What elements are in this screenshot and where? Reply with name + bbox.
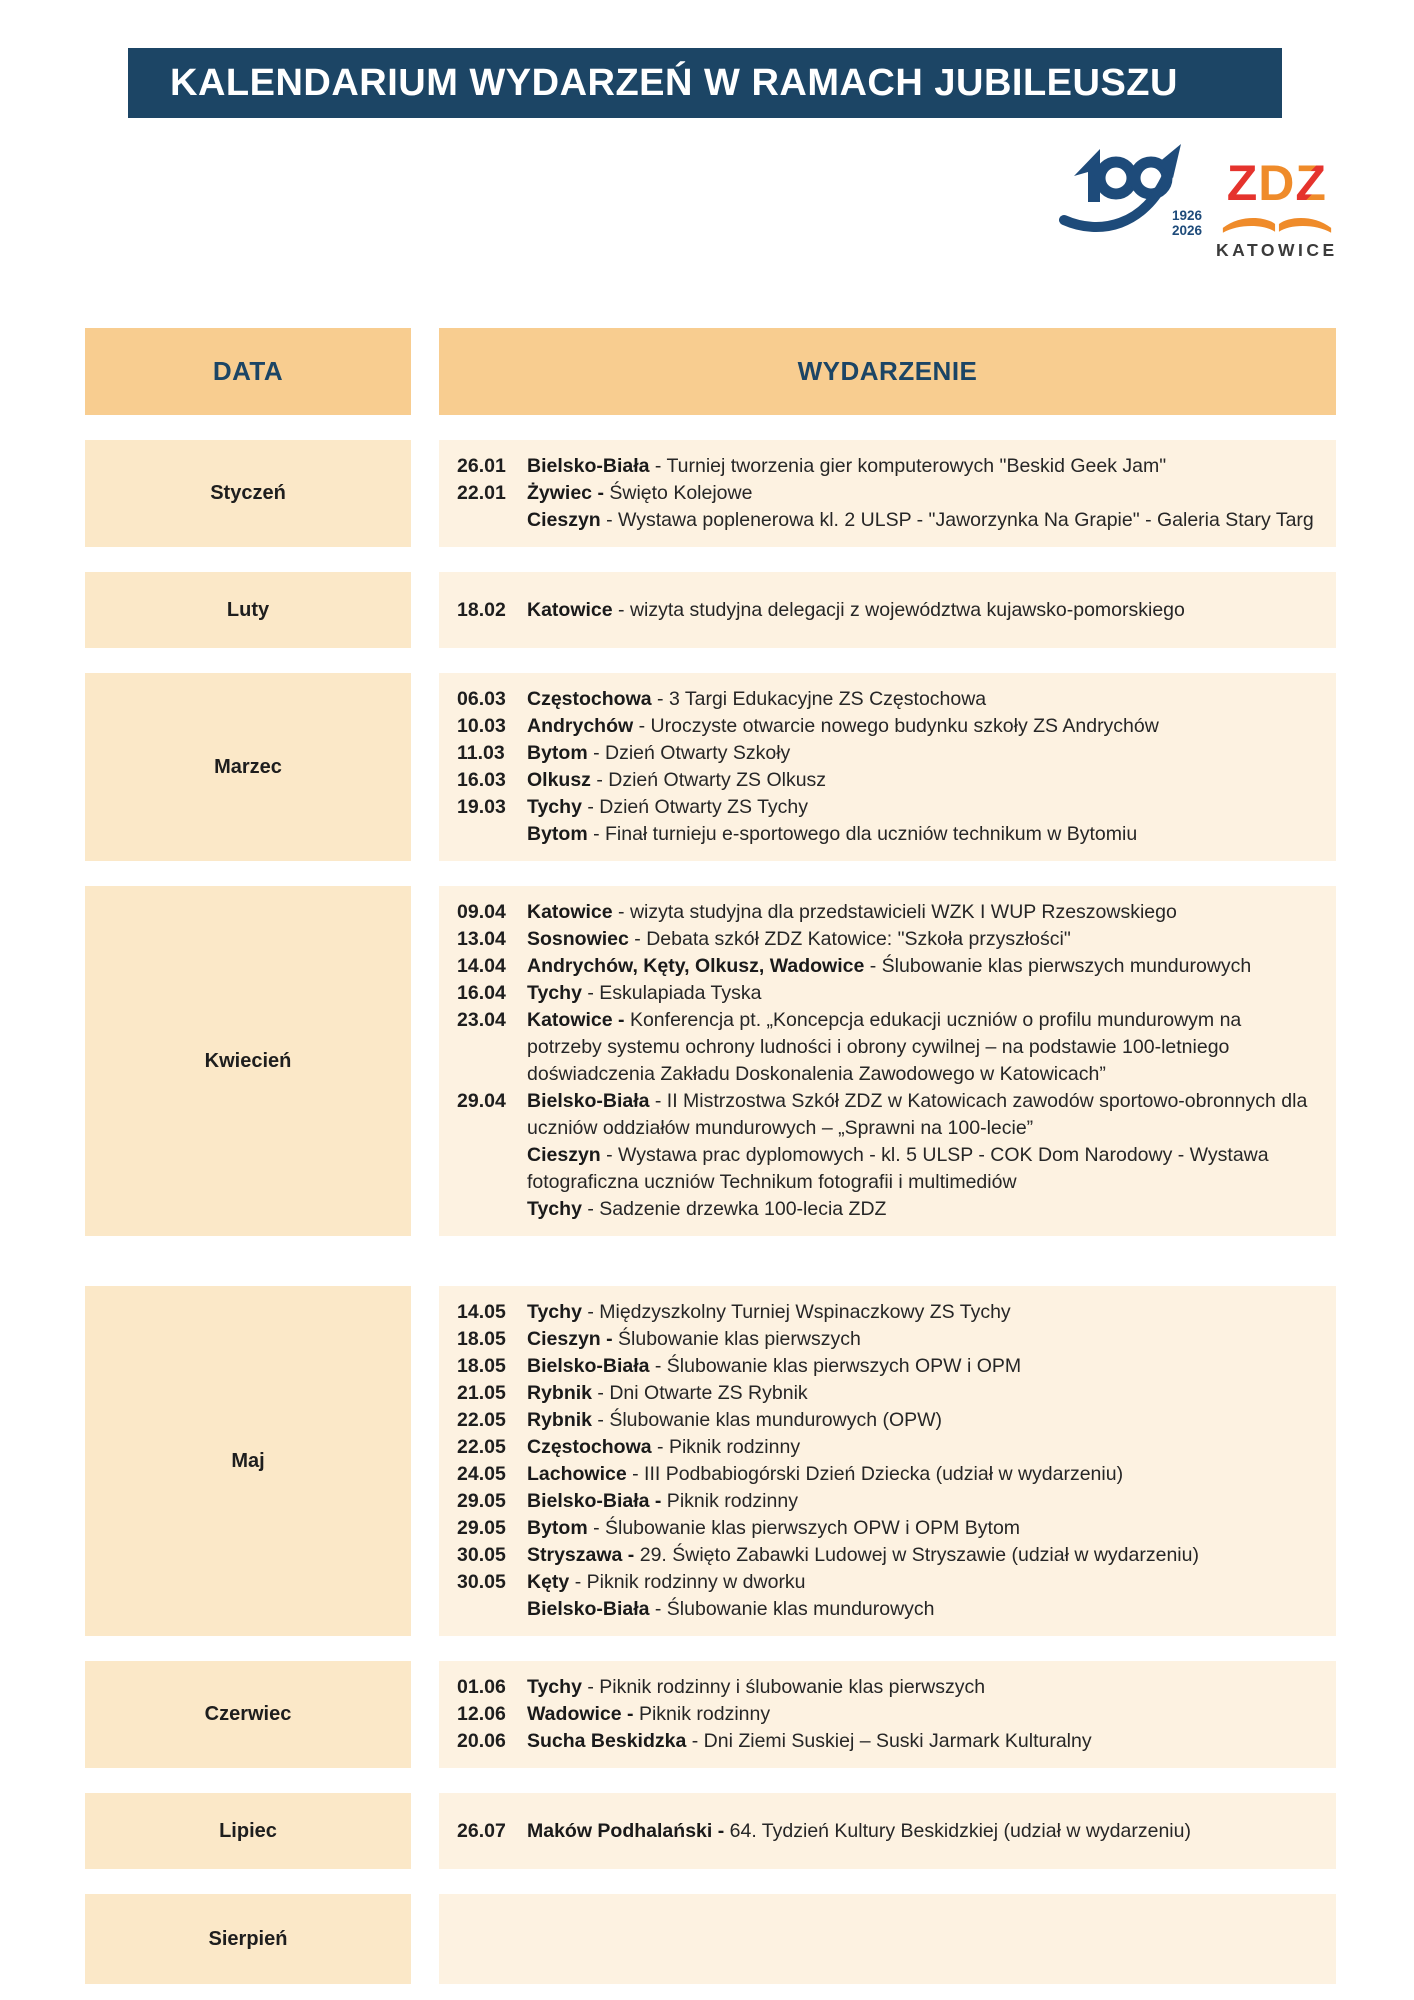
- column-header-data-label: DATA: [212, 356, 284, 386]
- event-description: [527, 794, 1318, 821]
- event-text: - Turniej tworzenia gier komputerowych "Beskid Geek Jam": [649, 455, 1167, 477]
- event-text: - Ślubowanie klas mundurowych (OPW): [592, 1409, 943, 1431]
- event-date: 14.05: [457, 1301, 506, 1323]
- event-city: Tychy: [527, 1198, 582, 1220]
- month-row: [85, 1894, 1336, 1984]
- event-text: - Eskulapiada Tyska: [581, 982, 762, 1004]
- month-row: [85, 572, 1336, 648]
- event-date: 26.07: [457, 1819, 506, 1842]
- event-date: 18.05: [457, 1355, 506, 1377]
- event-item: [457, 686, 1318, 713]
- event-item: [457, 1701, 1318, 1728]
- event-item: [457, 1407, 1318, 1434]
- event-item: [457, 794, 1318, 821]
- event-item: [457, 507, 1318, 534]
- event-city: Żywiec -: [527, 482, 604, 504]
- event-text: - Ślubowanie klas mundurowych: [649, 1598, 935, 1620]
- events-cell: [439, 673, 1336, 861]
- event-date: 12.06: [457, 1703, 506, 1725]
- event-item: [457, 899, 1318, 926]
- event-date: 16.04: [457, 982, 506, 1004]
- event-date: 11.03: [457, 742, 505, 764]
- column-header-data: [85, 328, 411, 415]
- event-description: [527, 686, 1318, 713]
- event-city: Katowice: [527, 901, 613, 923]
- event-description: [527, 821, 1318, 848]
- event-city: Katowice -: [527, 1009, 625, 1031]
- jubilee-years: [1172, 208, 1202, 238]
- event-text: - Uroczyste otwarcie nowego budynku szkoły ZS Andrychów: [633, 715, 1159, 737]
- event-date: [457, 1142, 511, 1196]
- event-description: [527, 1674, 1318, 1701]
- events-cell: [439, 1793, 1336, 1869]
- open-book-icon: [1219, 212, 1335, 236]
- event-city: Cieszyn -: [527, 1328, 613, 1350]
- month-cell: [85, 1793, 411, 1869]
- month-label: Luty: [226, 598, 270, 621]
- event-city: Bielsko-Biała: [527, 1598, 650, 1620]
- event-city: Sucha Beskidzka: [527, 1730, 687, 1752]
- month-label: Styczeń: [210, 482, 286, 504]
- event-text: - Dzień Otwarty ZS Olkusz: [590, 769, 827, 791]
- event-city: Rybnik: [527, 1382, 593, 1404]
- event-date: 26.01: [457, 455, 506, 477]
- month-row: [85, 440, 1336, 547]
- event-city: Sosnowiec: [527, 928, 629, 950]
- month-row: [85, 673, 1336, 861]
- event-date: [457, 1596, 511, 1623]
- event-date: 24.05: [457, 1463, 506, 1485]
- event-item: [457, 1569, 1318, 1596]
- event-description: [527, 1196, 1318, 1223]
- event-item: [457, 1542, 1318, 1569]
- event-city: Bytom: [527, 1517, 588, 1539]
- event-date: [457, 1196, 511, 1223]
- event-item: [457, 713, 1318, 740]
- event-date: 22.05: [457, 1409, 506, 1431]
- event-city: Wadowice -: [527, 1703, 634, 1725]
- event-item: [457, 1434, 1318, 1461]
- event-item: [457, 1596, 1318, 1623]
- event-city: Lachowice: [527, 1463, 627, 1485]
- event-item: [457, 1728, 1318, 1755]
- event-city: Andrychów: [527, 715, 634, 737]
- event-description: [527, 1434, 1318, 1461]
- event-date: 29.05: [457, 1517, 506, 1539]
- event-description: [527, 1488, 1318, 1515]
- column-header-wydarzenie-label: WYDARZENIE: [797, 356, 978, 386]
- year-start: 1926: [1171, 208, 1202, 223]
- event-item: [457, 1674, 1318, 1701]
- event-city: Katowice: [527, 598, 613, 621]
- event-description: [527, 926, 1318, 953]
- event-text: - Ślubowanie klas pierwszych OPW i OPM Bytom: [587, 1517, 1021, 1539]
- event-date: [457, 821, 511, 848]
- event-description: [527, 953, 1318, 980]
- event-item: [457, 980, 1318, 1007]
- event-text: - Sadzenie drzewka 100-lecia ZDZ: [581, 1198, 887, 1220]
- event-date: 29.04: [457, 1090, 506, 1112]
- event-date: 23.04: [457, 1009, 506, 1031]
- month-row: [85, 1793, 1336, 1869]
- event-city: Maków Podhalański -: [527, 1819, 725, 1842]
- event-description: [527, 899, 1318, 926]
- month-label: Lipiec: [219, 1819, 277, 1842]
- event-city: Bielsko-Biała: [527, 455, 650, 477]
- logo-100-mark: [1058, 136, 1200, 236]
- event-text: - 3 Targi Edukacyjne ZS Częstochowa: [651, 688, 987, 710]
- event-text: - Dzień Otwarty ZS Tychy: [581, 796, 809, 818]
- event-text: 64. Tydzień Kultury Beskidzkiej (udział w wydarzeniu): [724, 1819, 1191, 1842]
- event-text: - Ślubowanie klas pierwszych mundurowych: [864, 955, 1252, 977]
- event-item: [457, 740, 1318, 767]
- event-description: [527, 597, 1318, 624]
- event-city: Cieszyn: [527, 509, 601, 531]
- event-text: - Finał turnieju e-sportowego dla uczniów technikum w Bytomiu: [587, 823, 1138, 845]
- event-description: [527, 1596, 1318, 1623]
- event-date: 29.05: [457, 1490, 506, 1512]
- event-description: [527, 713, 1318, 740]
- event-text: - Ślubowanie klas pierwszych OPW i OPM: [649, 1355, 1022, 1377]
- event-description: [527, 1353, 1318, 1380]
- event-city: Rybnik: [527, 1409, 593, 1431]
- event-item: [457, 926, 1318, 953]
- month-label: Maj: [231, 1449, 265, 1472]
- event-city: Bielsko-Biała -: [527, 1490, 662, 1512]
- zdz-wordmark: [1226, 155, 1327, 211]
- table-header-row: [85, 328, 1336, 415]
- event-text: - Międzyszkolny Turniej Wspinaczkowy ZS Tychy: [581, 1301, 1011, 1323]
- event-description: [527, 1407, 1318, 1434]
- events-cell: [439, 886, 1336, 1236]
- event-description: [527, 1380, 1318, 1407]
- event-text: - Piknik rodzinny i ślubowanie klas pierwszych: [581, 1676, 986, 1698]
- event-date: 30.05: [457, 1571, 506, 1593]
- event-city: Tychy: [527, 796, 582, 818]
- event-item: [457, 953, 1318, 980]
- event-text: - Wystawa prac dyplomowych - kl. 5 ULSP - COK Dom Narodowy - Wystawa fotograficzna uczniów Technikum fotografii i multimediów: [527, 1144, 1269, 1193]
- event-city: Tychy: [527, 1676, 582, 1698]
- event-city: Bielsko-Biała: [527, 1090, 650, 1112]
- event-description: [527, 1142, 1318, 1196]
- event-description: [527, 767, 1318, 794]
- event-text: Konferencja pt. „Koncepcja edukacji uczniów o profilu mundurowym na potrzeby systemu ochrony ludności i obrony cywilnej – na podstawie 100-letniego doświadczenia Zakładu Doskonalenia Zawodowego w Katowicach”: [527, 1009, 1242, 1085]
- event-item: [457, 1515, 1318, 1542]
- events-cell: [439, 1661, 1336, 1768]
- event-date: 19.03: [457, 796, 506, 818]
- month-cell: [85, 1286, 411, 1636]
- event-item: [457, 1488, 1318, 1515]
- calendar-table: [85, 328, 1336, 1984]
- event-item: [457, 1299, 1318, 1326]
- events-cell: [439, 1894, 1336, 1984]
- event-description: [527, 453, 1318, 480]
- event-item: [457, 1818, 1318, 1845]
- event-date: 22.01: [457, 482, 506, 504]
- event-item: [457, 1007, 1318, 1088]
- month-row: [85, 1286, 1336, 1636]
- year-end: 2026: [1171, 223, 1202, 238]
- event-text: - Piknik rodzinny w dworku: [569, 1571, 806, 1593]
- event-description: [527, 1326, 1318, 1353]
- event-city: Olkusz: [527, 769, 591, 791]
- event-item: [457, 1326, 1318, 1353]
- events-cell: [439, 1286, 1336, 1636]
- month-label: Kwiecień: [204, 1049, 292, 1072]
- event-city: Andrychów, Kęty, Olkusz, Wadowice: [527, 955, 865, 977]
- month-label: Czerwiec: [204, 1703, 292, 1725]
- event-date: 14.04: [457, 955, 506, 977]
- event-item: [457, 453, 1318, 480]
- column-header-wydarzenie: [439, 328, 1336, 415]
- event-date: 18.05: [457, 1328, 506, 1350]
- event-date: 16.03: [457, 769, 506, 791]
- event-text: - Debata szkół ZDZ Katowice: "Szkoła przyszłości": [628, 928, 1071, 950]
- events-cell: [439, 572, 1336, 648]
- event-date: 01.06: [457, 1676, 506, 1698]
- event-date: 13.04: [457, 928, 506, 950]
- month-row: [85, 886, 1336, 1236]
- event-city: Tychy: [527, 1301, 582, 1323]
- event-text: - Wystawa poplenerowa kl. 2 ULSP - "Jaworzynka Na Grapie" - Galeria Stary Targ: [600, 509, 1314, 531]
- event-city: Bytom: [527, 742, 588, 764]
- event-item: [457, 767, 1318, 794]
- page-title: KALENDARIUM WYDARZEŃ W RAMACH JUBILEUSZU: [170, 61, 1178, 104]
- event-description: [527, 1515, 1318, 1542]
- zdz-letter-d: D: [1258, 155, 1296, 211]
- month-cell: [85, 673, 411, 861]
- event-city: Kęty: [527, 1571, 570, 1593]
- month-cell: [85, 1661, 411, 1768]
- event-item: [457, 1461, 1318, 1488]
- event-item: [457, 1353, 1318, 1380]
- event-description: [527, 1007, 1318, 1088]
- event-description: [527, 480, 1318, 507]
- event-city: Częstochowa: [527, 688, 652, 710]
- event-date: 30.05: [457, 1544, 506, 1566]
- month-row: [85, 1661, 1336, 1768]
- event-date: 20.06: [457, 1730, 506, 1752]
- event-item: [457, 1380, 1318, 1407]
- event-text: - Piknik rodzinny: [651, 1436, 801, 1458]
- event-text: Piknik rodzinny: [633, 1703, 771, 1725]
- event-description: [527, 1818, 1318, 1845]
- event-description: [527, 1728, 1318, 1755]
- event-text: Święto Kolejowe: [603, 482, 753, 504]
- event-text: - wizyta studyjna dla przedstawicieli WZK I WUP Rzeszowskiego: [612, 901, 1177, 923]
- event-date: [457, 507, 511, 534]
- month-label: Sierpień: [208, 1927, 288, 1950]
- event-text: - III Podbabiogórski Dzień Dziecka (udział w wydarzeniu): [626, 1463, 1124, 1485]
- event-city: Tychy: [527, 982, 582, 1004]
- event-item: [457, 1142, 1318, 1196]
- month-label: Marzec: [214, 755, 282, 778]
- events-cell: [439, 440, 1336, 547]
- event-description: [527, 1542, 1318, 1569]
- zdz-letter-z2: Z: [1295, 155, 1327, 211]
- event-item: [457, 480, 1318, 507]
- event-text: Ślubowanie klas pierwszych: [612, 1328, 861, 1350]
- title-banner: [128, 48, 1282, 118]
- event-description: [527, 1569, 1318, 1596]
- month-cell: [85, 572, 411, 648]
- event-text: - Dzień Otwarty Szkoły: [587, 742, 791, 764]
- event-description: [527, 740, 1318, 767]
- event-description: [527, 1088, 1318, 1142]
- event-text: Piknik rodzinny: [661, 1490, 798, 1512]
- event-text: - Dni Otwarte ZS Rybnik: [592, 1382, 808, 1404]
- event-city: Bytom: [527, 823, 588, 845]
- event-item: [457, 1088, 1318, 1142]
- event-description: [527, 1701, 1318, 1728]
- event-city: Stryszawa -: [527, 1544, 635, 1566]
- event-description: [527, 1461, 1318, 1488]
- logo-city-label: KATOWICE: [1216, 240, 1338, 260]
- event-date: 22.05: [457, 1436, 506, 1458]
- logo-wordmark: [1216, 155, 1338, 261]
- month-cell: [85, 886, 411, 1236]
- month-cell: [85, 1894, 411, 1984]
- event-date: 21.05: [457, 1382, 506, 1404]
- zdz-100-logo: [1058, 136, 1338, 261]
- event-item: [457, 821, 1318, 848]
- event-city: Cieszyn: [527, 1144, 601, 1166]
- event-date: 06.03: [457, 688, 506, 710]
- event-date: 18.02: [457, 598, 506, 621]
- event-text: - wizyta studyjna delegacji z województwa kujawsko-pomorskiego: [612, 598, 1185, 621]
- event-city: Bielsko-Biała: [527, 1355, 650, 1377]
- event-date: 10.03: [457, 715, 506, 737]
- table-body: [85, 440, 1336, 1984]
- event-description: [527, 980, 1318, 1007]
- event-item: [457, 1196, 1318, 1223]
- zdz-letter-z1: Z: [1226, 155, 1259, 211]
- event-description: [527, 507, 1318, 534]
- event-city: Częstochowa: [527, 1436, 652, 1458]
- event-text: 29. Święto Zabawki Ludowej w Stryszawie (udział w wydarzeniu): [634, 1544, 1199, 1566]
- event-date: 09.04: [457, 901, 506, 923]
- event-text: - II Mistrzostwa Szkół ZDZ w Katowicach zawodów sportowo-obronnych dla uczniów oddziałów mundurowych – „Sprawni na 100-lecie”: [527, 1090, 1308, 1139]
- event-description: [527, 1299, 1318, 1326]
- event-text: - Dni Ziemi Suskiej – Suski Jarmark Kulturalny: [686, 1730, 1092, 1752]
- month-cell: [85, 440, 411, 547]
- event-item: [457, 597, 1318, 624]
